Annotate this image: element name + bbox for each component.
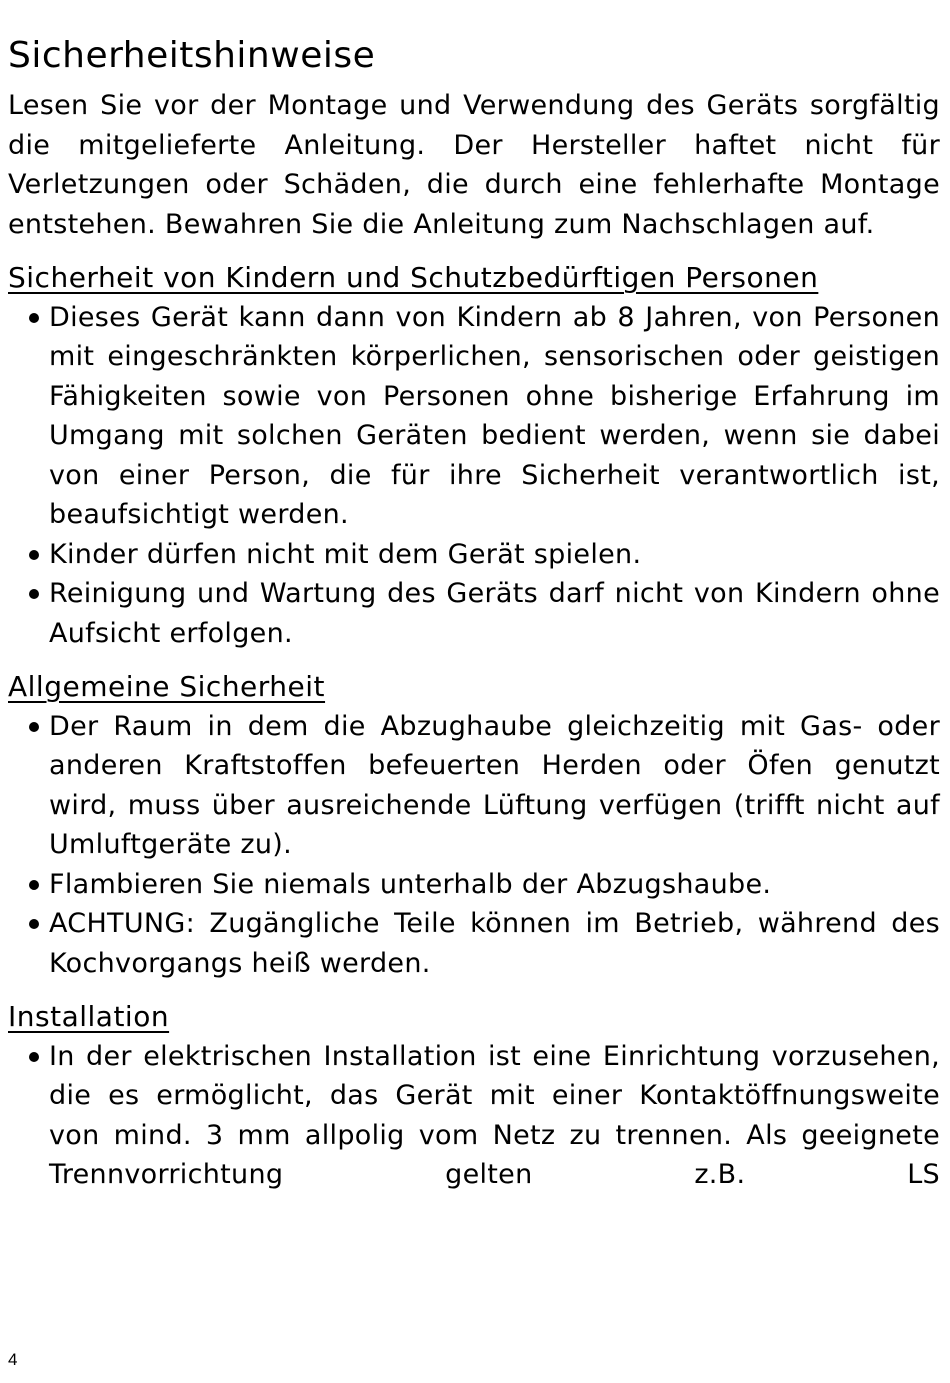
section-children-safety xyxy=(8,258,940,653)
section-general-safety xyxy=(8,667,940,983)
bullet-icon xyxy=(29,550,39,560)
list-item: Flambieren Sie niemals unterhalb der Abzugshaube. xyxy=(8,865,940,905)
list-item: Dieses Gerät kann dann von Kindern ab 8 Jahren, von Personen mit eingeschränkten körperlichen, sensorischen oder geistigen Fähigkeiten sowie von Personen ohne bisherige Erfahrung im Umgang mit solchen Geräten bedient werden, wenn sie dabei von einer Person, die für ihre Sicherheit verantwortlich ist, beaufsichtigt werden. xyxy=(8,298,940,535)
page-title: Sicherheitshinweise xyxy=(8,35,376,76)
document-page xyxy=(8,30,940,1195)
page-number: 4 xyxy=(8,1350,18,1369)
list-item: ACHTUNG: Zugängliche Teile können im Betrieb, während des Kochvorgangs heiß werden. xyxy=(8,904,940,983)
section-heading-general-safety: Allgemeine Sicherheit xyxy=(8,670,326,703)
section-heading-children-safety: Sicherheit von Kindern und Schutzbedürftigen Personen xyxy=(8,261,819,294)
bullet-icon xyxy=(29,1052,39,1062)
list-item: Reinigung und Wartung des Geräts darf nicht von Kindern ohne Aufsicht erfolgen. xyxy=(8,574,940,653)
bullet-icon xyxy=(29,589,39,599)
bullet-icon xyxy=(29,880,39,890)
list-item: Der Raum in dem die Abzughaube gleichzeitig mit Gas- oder anderen Kraftstoffen befeuerten Herden oder Öfen genutzt wird, muss über ausreichende Lüftung verfügen (trifft nicht auf Umluftgeräte zu). xyxy=(8,707,940,865)
bullet-list-children-safety xyxy=(8,298,940,654)
section-installation xyxy=(8,997,940,1195)
intro-paragraph: Lesen Sie vor der Montage und Verwendung des Geräts sorgfältig die mitgelieferte Anleitung. Der Hersteller haftet nicht für Verletzungen oder Schäden, die durch eine fehlerhafte Montage entstehen. Bewahren Sie die Anleitung zum Nachschlagen auf. xyxy=(8,90,940,240)
bullet-list-general-safety xyxy=(8,707,940,984)
bullet-icon xyxy=(29,722,39,732)
bullet-icon xyxy=(29,313,39,323)
bullet-icon xyxy=(29,919,39,929)
bullet-list-installation xyxy=(8,1037,940,1195)
list-item: Kinder dürfen nicht mit dem Gerät spielen. xyxy=(8,535,940,575)
list-item: In der elektrischen Installation ist eine Einrichtung vorzusehen, die es ermöglicht, das Gerät mit einer Kontaktöffnungsweite von mind. 3 mm allpolig vom Netz zu trennen. Als geeignete Trennvorrichtung gelten z.B. LS xyxy=(8,1037,940,1195)
section-heading-installation: Installation xyxy=(8,1000,170,1033)
